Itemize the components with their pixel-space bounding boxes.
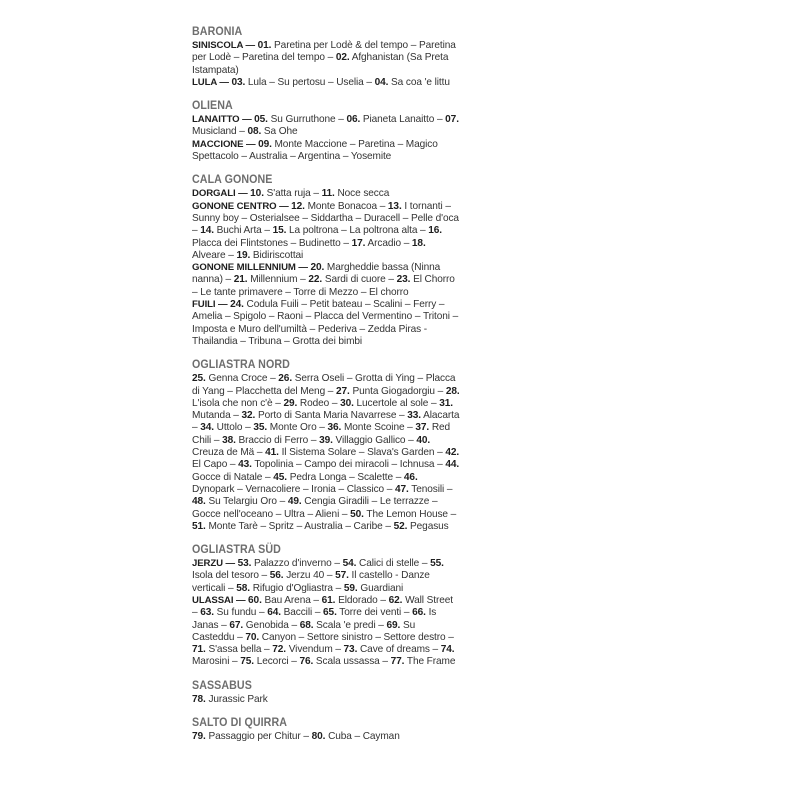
locality-paragraph <box>192 201 460 262</box>
crag-names: Millennium – <box>247 274 309 286</box>
crag-names: Topolinia – Campo dei miracoli – Ichnusa – <box>251 459 446 471</box>
crag-entry <box>240 656 299 667</box>
crag-names: Alacarta – <box>192 410 460 434</box>
crag-names: S'atta ruja – <box>263 188 322 200</box>
crag-names: Arcadio – <box>365 237 412 249</box>
locality-paragraph <box>192 40 460 77</box>
crag-entry <box>272 644 343 655</box>
crag-names: Noce secca <box>334 188 390 200</box>
crag-number: 33. <box>407 410 421 422</box>
crag-names: The Lemon House – <box>363 508 457 520</box>
crag-entry <box>229 620 299 631</box>
region-title: CALA GONONE <box>192 172 273 187</box>
crag-number: 62. <box>388 594 403 606</box>
crag-names: Paretina per Lodè & del tempo – Paretina per Lodè – Paretina del tempo – <box>192 40 456 64</box>
locality-paragraph <box>192 558 460 595</box>
crag-names: Sa Ohe <box>261 126 298 138</box>
crag-entry <box>395 484 452 495</box>
crag-number: 26. <box>278 373 293 385</box>
crag-entry <box>267 607 323 618</box>
crag-names: Jerzu 40 – <box>283 570 336 582</box>
crag-number: 69. <box>386 619 401 631</box>
crag-names: Serra Oseli – Grotta di Ying – Placca di Yang – Placchetta del Meng – <box>192 373 456 397</box>
crag-names: Braccio di Ferro – <box>235 434 320 446</box>
crag-names: La poltrona – La poltrona alta – <box>286 225 429 237</box>
crag-number: 34. <box>200 422 214 434</box>
crag-number: 02. <box>335 52 350 64</box>
crag-number: 41. <box>265 447 279 459</box>
crag-entry <box>346 114 445 125</box>
crag-names: Punta Giogadorgiu – <box>349 385 446 397</box>
crag-entry <box>328 422 416 433</box>
crag-names: Lucertole al sole – <box>353 397 440 409</box>
crag-names: Guardiani <box>357 582 404 594</box>
crag-number: 25. <box>192 373 206 385</box>
crag-names: Porto di Santa Maria Navarrese – <box>255 410 408 422</box>
crag-number: 35. <box>253 422 268 434</box>
locality-name: DORGALI — <box>192 188 251 200</box>
crag-names: Marosini – <box>192 656 241 668</box>
crag-entry <box>270 570 335 581</box>
crag-number: 22. <box>308 274 323 286</box>
crag-number: 21. <box>233 274 248 286</box>
crag-names: Calici di stelle – <box>356 558 431 570</box>
crag-number: 12. <box>291 200 305 212</box>
locality-name: GONONE CENTRO — <box>192 200 292 212</box>
locality-name: SINISCOLA — <box>192 40 258 51</box>
crag-entry <box>350 509 456 520</box>
crag-names: Monte Maccione – Paretina – Magico Spettacolo – Australia – Argentina – Yosemite <box>192 138 438 163</box>
crag-number: 58. <box>236 582 250 594</box>
crag-number: 79. <box>192 731 206 743</box>
locality-name: MACCIONE — <box>192 138 259 150</box>
crag-names: Codula Fuili – Petit bateau – Scalini – Ferry – Amelia – Spigolo – Raoni – Placca del Vermentino – Tritoni – Imposta e Muro dell'umiltà – Pederiva – Zedda Piras - Thailandia – Tribuna – Grotta dei bimbi <box>192 299 459 347</box>
region-title: SALTO DI QUIRRA <box>192 715 288 730</box>
crag-names: Sardi di cuore – <box>322 274 397 286</box>
crag-entry <box>250 188 321 199</box>
crag-names: I tornanti – Sunny boy – Osterialsee – Siddartha – Duracell – Pelle d'oca – <box>192 200 459 237</box>
crag-number: 75. <box>240 656 254 668</box>
crag-entry <box>238 459 445 470</box>
crag-names: Monte Oro – <box>267 422 328 434</box>
crag-entry <box>273 225 429 236</box>
crag-entry <box>192 496 288 507</box>
crag-names: S'assa bella – <box>205 644 273 656</box>
crag-number: 14. <box>200 225 214 237</box>
crag-entry <box>242 410 408 421</box>
crag-names: Dynopark – Vernacoliere – Ironia – Classico – <box>192 483 395 495</box>
crag-entry <box>308 274 396 285</box>
crag-names: Canyon – Settore sinistro – Settore destro – <box>259 631 454 643</box>
crag-number: 24. <box>230 299 244 311</box>
crag-names: Monte Bonacoa – <box>304 200 388 212</box>
region-title: OLIENA <box>192 98 233 113</box>
crag-entry <box>299 656 390 667</box>
crag-number: 70. <box>245 631 260 643</box>
crag-number: 73. <box>343 644 358 656</box>
crag-number: 72. <box>272 644 287 656</box>
crag-number: 43. <box>238 459 252 471</box>
crag-number: 80. <box>311 731 326 743</box>
crag-number: 47. <box>395 483 409 495</box>
crag-names: Red Chili – <box>192 422 451 446</box>
crag-number: 09. <box>258 138 272 150</box>
crag-entry <box>222 435 319 446</box>
crag-entry <box>253 422 327 433</box>
crag-entry <box>265 447 445 458</box>
crag-names: Alveare – <box>192 249 237 261</box>
crag-names: Pegasus <box>407 520 449 532</box>
locality-paragraph <box>192 373 460 533</box>
crag-entry <box>283 398 340 409</box>
crag-names: Monte Scoine – <box>341 422 416 434</box>
locality-paragraph <box>192 262 460 299</box>
locality-paragraph <box>192 114 460 139</box>
region-title: OGLIASTRA NORD <box>192 357 290 372</box>
crag-names: Rodeo – <box>297 397 341 409</box>
crag-number: 76. <box>299 656 314 668</box>
crag-entry <box>343 558 430 569</box>
region-title: SASSABUS <box>192 677 252 692</box>
crag-entry <box>192 521 394 532</box>
locality-name: ULASSAI — <box>192 594 249 606</box>
crag-entry <box>322 595 389 606</box>
crag-number: 19. <box>236 249 251 261</box>
crag-entry <box>236 250 303 261</box>
locality-name: JERZU — <box>192 558 238 570</box>
crag-number: 56. <box>269 570 284 582</box>
region-section <box>192 542 460 669</box>
crag-number: 46. <box>403 471 418 483</box>
crag-entry <box>192 644 272 655</box>
crag-names: Palazzo d'inverno – <box>251 558 343 570</box>
crag-names: Buchi Arta – <box>213 225 273 237</box>
crag-names: Placca dei Flintstones – Budinetto – <box>192 237 352 249</box>
crag-names: Pedra Longa – Scalette – <box>286 471 404 483</box>
crag-number: 05. <box>254 114 268 126</box>
crag-names: Il Sistema Solare – Slava's Garden – <box>278 447 446 459</box>
locality-name: FUILI — <box>192 299 231 311</box>
crag-names: El Chorro – Le tante primavere – Torre di Mezzo – El chorro <box>192 274 455 298</box>
crag-entry <box>394 521 449 532</box>
crag-names: Bau Arena – <box>261 594 322 606</box>
crag-number: 64. <box>267 607 281 619</box>
crag-number: 71. <box>192 644 206 656</box>
crag-names: Afghanistan (Sa Preta Istampata) <box>192 52 449 76</box>
locality-paragraph <box>192 731 460 743</box>
crag-entry <box>336 386 446 397</box>
crag-entry <box>323 607 412 618</box>
crag-number: 36. <box>327 422 342 434</box>
crag-number: 10. <box>250 188 264 200</box>
crag-entry <box>344 583 403 594</box>
crag-number: 29. <box>283 397 298 409</box>
crag-number: 08. <box>247 126 262 138</box>
crag-names: Jurassic Park <box>205 693 268 705</box>
region-section <box>192 24 460 89</box>
region-section <box>192 172 460 348</box>
crag-number: 16. <box>428 225 443 237</box>
crag-number: 18. <box>411 237 426 249</box>
crag-names: Scala 'e predi – <box>313 619 387 631</box>
crag-names: Sa coa 'e littu <box>388 76 450 88</box>
crag-number: 28. <box>445 385 460 397</box>
crag-names: Cengia Giradili – Le terrazze – Gocce nell'oceano – Ultra – Alieni – <box>192 496 438 520</box>
crag-names: Gocce di Natale – <box>192 471 274 483</box>
crag-number: 67. <box>229 619 244 631</box>
crag-entry <box>291 201 388 212</box>
crag-number: 60. <box>248 594 262 606</box>
crag-names: Rifugio d'Ogliastra – <box>249 582 344 594</box>
crag-names: Isola del tesoro – <box>192 570 270 582</box>
crag-entry <box>273 472 404 483</box>
crag-number: 53. <box>237 558 252 570</box>
crag-number: 48. <box>192 496 206 508</box>
crag-names: Pianeta Lanaitto – <box>360 114 446 126</box>
crag-entry <box>254 114 346 125</box>
crag-entry <box>375 77 450 88</box>
crag-entry <box>245 632 453 643</box>
crag-names: Lecorci – <box>254 656 300 668</box>
crag-entry <box>192 373 278 384</box>
crag-names: Is Janas – <box>192 607 437 631</box>
crag-number: 52. <box>393 520 408 532</box>
crag-names: Baccili – <box>280 607 324 619</box>
crag-names: Torre dei venti – <box>336 607 413 619</box>
crag-number: 06. <box>346 114 361 126</box>
crag-names: Bidiriscottai <box>250 249 304 261</box>
crag-number: 04. <box>374 76 389 88</box>
crag-names: Lula – Su pertosu – Uselia – <box>245 76 375 88</box>
crag-names: Vivendum – <box>286 644 344 656</box>
crag-entry <box>344 644 441 655</box>
crag-number: 37. <box>415 422 430 434</box>
crag-names: Margheddie bassa (Ninna nanna) – <box>192 262 441 286</box>
crag-names: Eldorado – <box>335 594 389 606</box>
crag-names: Monte Tarè – Spritz – Australia – Caribe – <box>205 520 394 532</box>
crag-entry <box>319 435 416 446</box>
crag-number: 31. <box>439 397 453 409</box>
crag-number: 59. <box>343 582 358 594</box>
crag-number: 50. <box>350 508 364 520</box>
locality-name: GONONE MILLENNIUM — <box>192 262 311 274</box>
locality-paragraph <box>192 299 460 348</box>
crag-names: Tenosili – <box>408 483 453 495</box>
crag-names: Scala ussassa – <box>313 656 391 668</box>
region-title: OGLIASTRA SÜD <box>192 542 281 557</box>
locality-name: LULA — <box>192 76 232 88</box>
crag-number: 01. <box>257 40 272 51</box>
crag-entry <box>234 274 309 285</box>
crag-entry <box>231 77 374 88</box>
crag-entry <box>312 731 400 742</box>
locality-paragraph <box>192 139 460 164</box>
locality-paragraph <box>192 188 460 200</box>
crag-number: 15. <box>272 225 287 237</box>
crag-number: 68. <box>299 619 314 631</box>
crag-entry <box>352 238 412 249</box>
crag-number: 45. <box>273 471 287 483</box>
crag-number: 13. <box>387 200 402 212</box>
crag-names: The Frame <box>404 656 456 668</box>
crag-names: Wall Street – <box>192 594 453 619</box>
climbing-index-column <box>192 24 460 752</box>
crag-number: 11. <box>321 188 335 200</box>
crag-entry <box>236 583 344 594</box>
crag-names: Su fundu – <box>213 607 268 619</box>
crag-entry <box>300 620 387 631</box>
crag-entry <box>200 607 267 618</box>
crag-number: 39. <box>319 434 333 446</box>
region-section <box>192 357 460 533</box>
region-section <box>192 678 460 706</box>
crag-names: Genna Croce – <box>205 373 279 385</box>
crag-number: 30. <box>340 397 354 409</box>
locality-name: LANAITTO — <box>192 114 255 126</box>
crag-names: Musicland – <box>192 126 248 138</box>
crag-number: 65. <box>323 607 337 619</box>
crag-entry <box>238 558 343 569</box>
region-title: BARONIA <box>192 24 243 38</box>
crag-names: Mutanda – <box>192 410 242 422</box>
crag-names: Su Gurruthone – <box>267 114 347 126</box>
crag-entry <box>192 694 268 705</box>
crag-number: 42. <box>445 447 460 459</box>
crag-number: 57. <box>335 570 349 582</box>
crag-number: 20. <box>310 262 325 274</box>
locality-paragraph <box>192 77 460 89</box>
crag-number: 49. <box>287 496 302 508</box>
crag-names: Il castello - Danze verticali – <box>192 570 430 594</box>
crag-names: Su Telargiu Oro – <box>205 496 288 508</box>
crag-names: L'isola che non c'è – <box>192 397 284 409</box>
crag-entry <box>200 225 272 236</box>
crag-entry <box>248 595 322 606</box>
crag-number: 74. <box>440 644 455 656</box>
crag-number: 78. <box>192 693 206 705</box>
crag-names: Genobida – <box>243 619 300 631</box>
crag-number: 77. <box>390 656 405 668</box>
crag-number: 44. <box>445 459 460 471</box>
crag-number: 23. <box>396 274 411 286</box>
region-section <box>192 715 460 743</box>
crag-names: Cave of dreams – <box>357 644 441 656</box>
locality-paragraph <box>192 694 460 706</box>
crag-number: 51. <box>192 520 206 532</box>
crag-number: 40. <box>416 434 431 446</box>
crag-number: 32. <box>241 410 256 422</box>
crag-number: 03. <box>231 76 246 88</box>
crag-entry <box>391 656 456 667</box>
crag-entry <box>247 126 297 137</box>
crag-names: Passaggio per Chitur – <box>205 731 312 743</box>
crag-entry <box>200 422 253 433</box>
crag-number: 07. <box>445 114 459 126</box>
crag-number: 54. <box>342 558 357 570</box>
crag-number: 55. <box>430 558 444 570</box>
crag-names: Creuza de Mä – <box>192 447 266 459</box>
crag-number: 38. <box>222 434 236 446</box>
crag-entry <box>340 398 439 409</box>
crag-number: 61. <box>321 594 336 606</box>
crag-names: Cuba – Cayman <box>325 731 400 743</box>
crag-names: Villaggio Gallico – <box>332 434 417 446</box>
crag-names: Uttolo – <box>213 422 254 434</box>
crag-entry <box>192 731 312 742</box>
region-section <box>192 98 460 163</box>
locality-paragraph <box>192 595 460 669</box>
crag-entry <box>322 188 390 199</box>
crag-entry <box>192 299 458 347</box>
crag-names: Su Casteddu – <box>192 619 416 643</box>
crag-names: El Capo – <box>192 459 239 471</box>
crag-number: 17. <box>351 237 366 249</box>
crag-number: 27. <box>336 385 350 397</box>
crag-number: 63. <box>200 607 214 619</box>
crag-number: 66. <box>412 607 426 619</box>
